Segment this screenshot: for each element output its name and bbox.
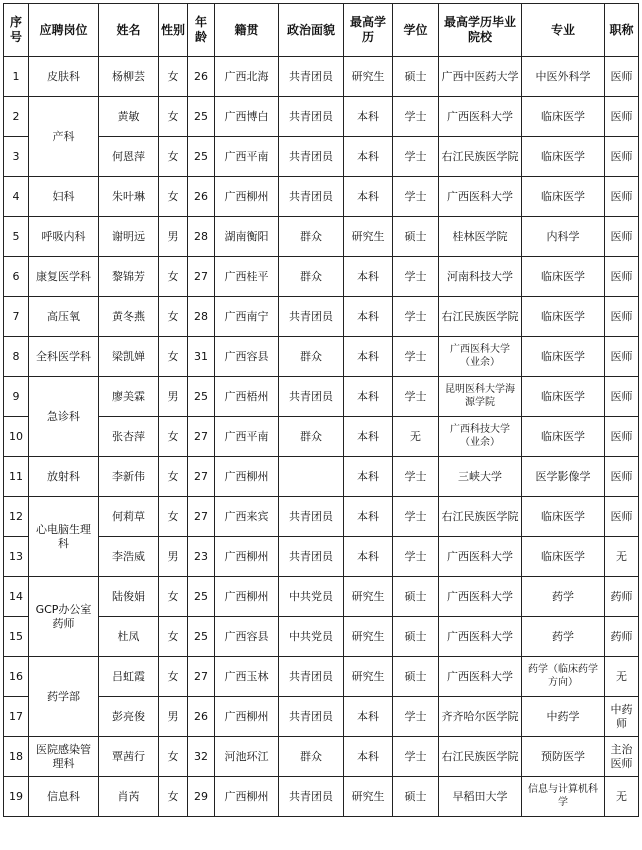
cell-gender: 女 (159, 257, 188, 297)
cell-origin: 广西柳州 (215, 577, 279, 617)
cell-origin: 广西博白 (215, 97, 279, 137)
cell-gender: 女 (159, 777, 188, 817)
cell-major: 临床医学 (522, 137, 605, 177)
cell-age: 29 (188, 777, 215, 817)
cell-post: 信息科 (29, 777, 99, 817)
cell-major: 药学 (522, 617, 605, 657)
cell-origin: 广西来宾 (215, 497, 279, 537)
cell-politics: 共青团员 (279, 97, 344, 137)
cell-title: 主治医师 (605, 737, 639, 777)
cell-post: 高压氧 (29, 297, 99, 337)
cell-education: 本科 (344, 337, 393, 377)
cell-gender: 女 (159, 497, 188, 537)
cell-gender: 男 (159, 377, 188, 417)
cell-school: 广西医科大学 (439, 177, 522, 217)
cell-gender: 女 (159, 297, 188, 337)
cell-politics: 共青团员 (279, 537, 344, 577)
cell-politics: 共青团员 (279, 137, 344, 177)
table-row (4, 537, 639, 577)
cell-post: 急诊科 (29, 377, 99, 457)
cell-degree: 学士 (393, 257, 439, 297)
cell-title: 药师 (605, 577, 639, 617)
cell-name: 黎锦芳 (99, 257, 159, 297)
cell-title: 医师 (605, 97, 639, 137)
cell-no: 12 (4, 497, 29, 537)
cell-age: 32 (188, 737, 215, 777)
cell-degree: 学士 (393, 297, 439, 337)
cell-title: 医师 (605, 417, 639, 457)
cell-origin: 广西柳州 (215, 537, 279, 577)
cell-degree: 学士 (393, 377, 439, 417)
cell-education: 本科 (344, 97, 393, 137)
cell-post: 产科 (29, 97, 99, 177)
cell-major: 临床医学 (522, 377, 605, 417)
header-no: 序号 (4, 4, 29, 57)
cell-degree: 学士 (393, 337, 439, 377)
cell-title: 医师 (605, 217, 639, 257)
cell-title: 医师 (605, 257, 639, 297)
cell-school: 广西中医药大学 (439, 57, 522, 97)
cell-major: 临床医学 (522, 537, 605, 577)
cell-origin: 广西南宁 (215, 297, 279, 337)
cell-education: 本科 (344, 137, 393, 177)
cell-gender: 女 (159, 177, 188, 217)
cell-gender: 女 (159, 97, 188, 137)
cell-school: 右江民族医学院 (439, 737, 522, 777)
cell-gender: 女 (159, 57, 188, 97)
cell-origin: 河池环江 (215, 737, 279, 777)
cell-school: 广西医科大学 (439, 657, 522, 697)
recruitment-table (3, 3, 639, 817)
cell-post: 心电脑生理科 (29, 497, 99, 577)
table-row (4, 137, 639, 177)
cell-post: 放射科 (29, 457, 99, 497)
header-politics: 政治面貌 (279, 4, 344, 57)
cell-school: 广西医科大学 (439, 97, 522, 137)
cell-title: 医师 (605, 297, 639, 337)
cell-name: 肖芮 (99, 777, 159, 817)
cell-title: 无 (605, 777, 639, 817)
cell-politics: 群众 (279, 337, 344, 377)
cell-gender: 女 (159, 577, 188, 617)
cell-degree: 硕士 (393, 657, 439, 697)
cell-origin: 广西平南 (215, 137, 279, 177)
cell-name: 朱叶琳 (99, 177, 159, 217)
cell-major: 中医外科学 (522, 57, 605, 97)
header-education: 最高学历 (344, 4, 393, 57)
cell-school: 早稻田大学 (439, 777, 522, 817)
cell-post: GCP办公室药师 (29, 577, 99, 657)
table-row (4, 417, 639, 457)
cell-degree: 硕士 (393, 577, 439, 617)
table-row (4, 497, 639, 537)
cell-school: 昆明医科大学海源学院 (439, 377, 522, 417)
cell-degree: 学士 (393, 537, 439, 577)
table-row (4, 657, 639, 697)
cell-age: 25 (188, 137, 215, 177)
cell-name: 廖美霖 (99, 377, 159, 417)
cell-age: 27 (188, 257, 215, 297)
cell-title: 中药师 (605, 697, 639, 737)
cell-origin: 广西玉林 (215, 657, 279, 697)
cell-title: 医师 (605, 457, 639, 497)
cell-origin: 广西容县 (215, 617, 279, 657)
cell-degree: 学士 (393, 697, 439, 737)
cell-no: 6 (4, 257, 29, 297)
cell-age: 25 (188, 577, 215, 617)
cell-no: 8 (4, 337, 29, 377)
cell-no: 15 (4, 617, 29, 657)
cell-name: 何恩萍 (99, 137, 159, 177)
cell-politics: 共青团员 (279, 57, 344, 97)
cell-major: 临床医学 (522, 177, 605, 217)
header-row (4, 4, 639, 57)
cell-major: 药学（临床药学方向） (522, 657, 605, 697)
table-row (4, 97, 639, 137)
cell-education: 研究生 (344, 657, 393, 697)
cell-major: 预防医学 (522, 737, 605, 777)
cell-age: 25 (188, 97, 215, 137)
cell-politics: 共青团员 (279, 657, 344, 697)
cell-degree: 硕士 (393, 217, 439, 257)
cell-age: 27 (188, 497, 215, 537)
cell-title: 医师 (605, 377, 639, 417)
cell-education: 本科 (344, 497, 393, 537)
cell-age: 28 (188, 297, 215, 337)
cell-gender: 男 (159, 697, 188, 737)
cell-origin: 广西桂平 (215, 257, 279, 297)
header-school: 最高学历毕业院校 (439, 4, 522, 57)
cell-school: 右江民族医学院 (439, 297, 522, 337)
table-row (4, 337, 639, 377)
table-row (4, 177, 639, 217)
cell-post: 医院感染管理科 (29, 737, 99, 777)
cell-age: 25 (188, 617, 215, 657)
cell-politics: 共青团员 (279, 697, 344, 737)
cell-no: 11 (4, 457, 29, 497)
cell-age: 28 (188, 217, 215, 257)
cell-no: 4 (4, 177, 29, 217)
cell-major: 临床医学 (522, 297, 605, 337)
cell-age: 27 (188, 657, 215, 697)
cell-no: 9 (4, 377, 29, 417)
cell-politics (279, 457, 344, 497)
cell-education: 研究生 (344, 577, 393, 617)
cell-age: 27 (188, 417, 215, 457)
cell-age: 31 (188, 337, 215, 377)
cell-major: 中药学 (522, 697, 605, 737)
cell-school: 桂林医学院 (439, 217, 522, 257)
cell-post: 全科医学科 (29, 337, 99, 377)
cell-education: 研究生 (344, 217, 393, 257)
header-age: 年龄 (188, 4, 215, 57)
cell-no: 2 (4, 97, 29, 137)
cell-education: 本科 (344, 457, 393, 497)
cell-degree: 学士 (393, 97, 439, 137)
cell-post: 妇科 (29, 177, 99, 217)
cell-age: 23 (188, 537, 215, 577)
cell-degree: 无 (393, 417, 439, 457)
cell-gender: 女 (159, 337, 188, 377)
cell-no: 17 (4, 697, 29, 737)
cell-politics: 共青团员 (279, 777, 344, 817)
cell-name: 覃茜行 (99, 737, 159, 777)
cell-title: 医师 (605, 57, 639, 97)
cell-no: 10 (4, 417, 29, 457)
cell-politics: 中共党员 (279, 577, 344, 617)
cell-school: 右江民族医学院 (439, 497, 522, 537)
cell-gender: 女 (159, 457, 188, 497)
cell-origin: 广西北海 (215, 57, 279, 97)
cell-politics: 群众 (279, 737, 344, 777)
cell-name: 梁凯婵 (99, 337, 159, 377)
cell-education: 研究生 (344, 617, 393, 657)
cell-no: 7 (4, 297, 29, 337)
cell-gender: 男 (159, 537, 188, 577)
table-row (4, 737, 639, 777)
cell-politics: 共青团员 (279, 497, 344, 537)
cell-name: 何莉草 (99, 497, 159, 537)
cell-origin: 广西柳州 (215, 457, 279, 497)
cell-title: 医师 (605, 177, 639, 217)
table-row (4, 617, 639, 657)
cell-no: 18 (4, 737, 29, 777)
cell-origin: 广西梧州 (215, 377, 279, 417)
cell-major: 临床医学 (522, 257, 605, 297)
cell-origin: 广西柳州 (215, 777, 279, 817)
cell-politics: 共青团员 (279, 377, 344, 417)
cell-age: 26 (188, 177, 215, 217)
cell-title: 医师 (605, 497, 639, 537)
cell-education: 本科 (344, 417, 393, 457)
cell-origin: 广西柳州 (215, 697, 279, 737)
cell-school: 河南科技大学 (439, 257, 522, 297)
table-row (4, 297, 639, 337)
cell-gender: 女 (159, 737, 188, 777)
cell-no: 5 (4, 217, 29, 257)
cell-major: 内科学 (522, 217, 605, 257)
cell-school: 广西医科大学 (439, 537, 522, 577)
cell-education: 本科 (344, 297, 393, 337)
cell-gender: 女 (159, 617, 188, 657)
cell-name: 杜凤 (99, 617, 159, 657)
header-name: 姓名 (99, 4, 159, 57)
cell-title: 无 (605, 657, 639, 697)
cell-origin: 广西容县 (215, 337, 279, 377)
cell-post: 皮肤科 (29, 57, 99, 97)
cell-degree: 学士 (393, 737, 439, 777)
cell-name: 陆俊娟 (99, 577, 159, 617)
cell-gender: 男 (159, 217, 188, 257)
cell-school: 齐齐哈尔医学院 (439, 697, 522, 737)
cell-degree: 学士 (393, 457, 439, 497)
cell-politics: 中共党员 (279, 617, 344, 657)
cell-degree: 学士 (393, 137, 439, 177)
cell-origin: 广西平南 (215, 417, 279, 457)
cell-education: 本科 (344, 177, 393, 217)
cell-education: 本科 (344, 737, 393, 777)
table-row (4, 697, 639, 737)
table-row (4, 577, 639, 617)
cell-age: 27 (188, 457, 215, 497)
cell-major: 信息与计算机科学 (522, 777, 605, 817)
cell-no: 19 (4, 777, 29, 817)
cell-name: 黄敏 (99, 97, 159, 137)
cell-major: 医学影像学 (522, 457, 605, 497)
cell-major: 临床医学 (522, 97, 605, 137)
header-gender: 性别 (159, 4, 188, 57)
cell-major: 药学 (522, 577, 605, 617)
cell-name: 谢明远 (99, 217, 159, 257)
table-row (4, 777, 639, 817)
header-title: 职称 (605, 4, 639, 57)
cell-no: 16 (4, 657, 29, 697)
cell-origin: 广西柳州 (215, 177, 279, 217)
table-row (4, 457, 639, 497)
cell-degree: 学士 (393, 497, 439, 537)
cell-name: 吕虹霞 (99, 657, 159, 697)
cell-name: 黄冬燕 (99, 297, 159, 337)
cell-degree: 硕士 (393, 617, 439, 657)
cell-origin: 湖南衡阳 (215, 217, 279, 257)
header-degree: 学位 (393, 4, 439, 57)
cell-title: 药师 (605, 617, 639, 657)
cell-politics: 共青团员 (279, 297, 344, 337)
cell-name: 张杏萍 (99, 417, 159, 457)
cell-education: 本科 (344, 377, 393, 417)
cell-education: 本科 (344, 697, 393, 737)
cell-name: 李浩威 (99, 537, 159, 577)
cell-name: 彭亮俊 (99, 697, 159, 737)
cell-title: 医师 (605, 137, 639, 177)
cell-age: 25 (188, 377, 215, 417)
cell-school: 广西科技大学（业余） (439, 417, 522, 457)
header-post: 应聘岗位 (29, 4, 99, 57)
cell-degree: 学士 (393, 177, 439, 217)
cell-education: 本科 (344, 537, 393, 577)
cell-school: 广西医科大学 (439, 577, 522, 617)
cell-major: 临床医学 (522, 337, 605, 377)
cell-title: 无 (605, 537, 639, 577)
cell-major: 临床医学 (522, 497, 605, 537)
cell-gender: 女 (159, 657, 188, 697)
cell-age: 26 (188, 57, 215, 97)
cell-school: 右江民族医学院 (439, 137, 522, 177)
cell-education: 研究生 (344, 57, 393, 97)
cell-politics: 群众 (279, 257, 344, 297)
cell-post: 药学部 (29, 657, 99, 737)
cell-politics: 群众 (279, 217, 344, 257)
table-row (4, 257, 639, 297)
cell-school: 广西医科大学（业余） (439, 337, 522, 377)
cell-post: 康复医学科 (29, 257, 99, 297)
header-major: 专业 (522, 4, 605, 57)
cell-age: 26 (188, 697, 215, 737)
cell-no: 3 (4, 137, 29, 177)
table-row (4, 377, 639, 417)
header-origin: 籍贯 (215, 4, 279, 57)
cell-degree: 硕士 (393, 57, 439, 97)
cell-title: 医师 (605, 337, 639, 377)
cell-major: 临床医学 (522, 417, 605, 457)
cell-gender: 女 (159, 137, 188, 177)
cell-education: 研究生 (344, 777, 393, 817)
cell-school: 广西医科大学 (439, 617, 522, 657)
cell-no: 13 (4, 537, 29, 577)
cell-education: 本科 (344, 257, 393, 297)
cell-no: 14 (4, 577, 29, 617)
cell-post: 呼吸内科 (29, 217, 99, 257)
cell-name: 杨柳芸 (99, 57, 159, 97)
cell-degree: 硕士 (393, 777, 439, 817)
cell-gender: 女 (159, 417, 188, 457)
cell-politics: 群众 (279, 417, 344, 457)
table-row (4, 57, 639, 97)
table-row (4, 217, 639, 257)
cell-no: 1 (4, 57, 29, 97)
cell-school: 三峡大学 (439, 457, 522, 497)
cell-name: 李新伟 (99, 457, 159, 497)
cell-politics: 共青团员 (279, 177, 344, 217)
